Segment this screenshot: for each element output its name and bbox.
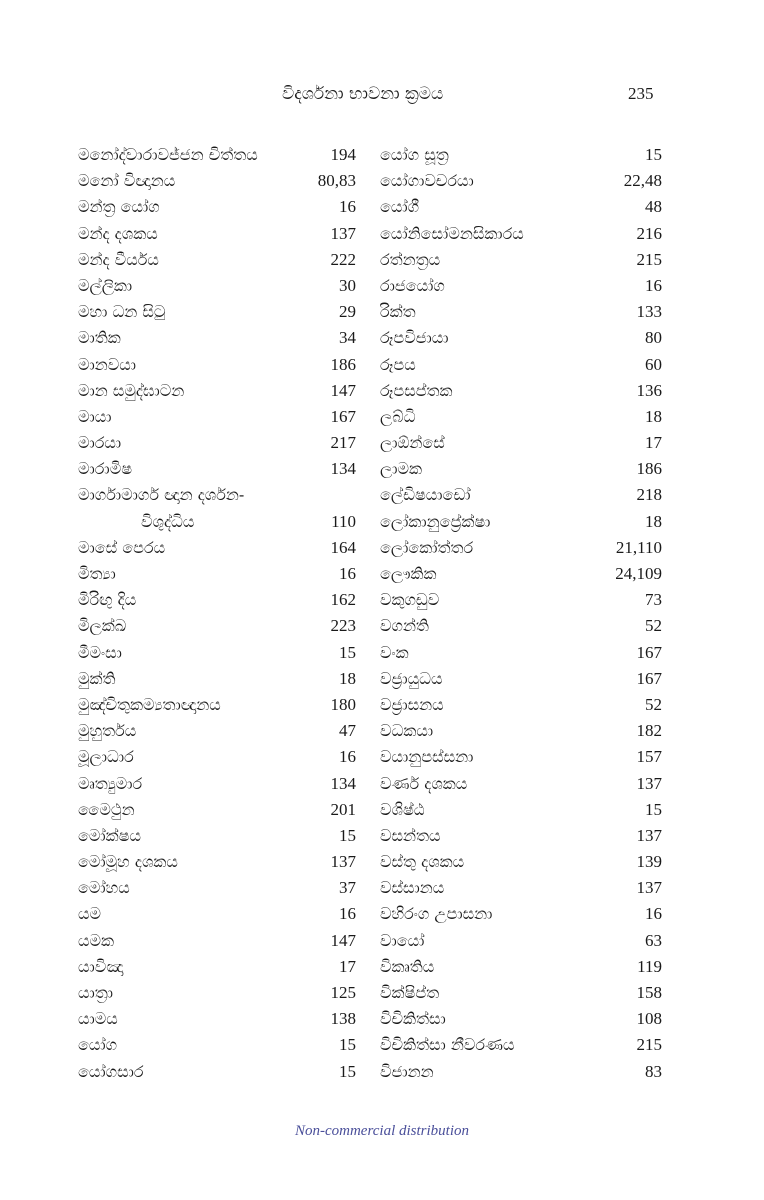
index-entry [78,431,356,457]
index-entry [78,824,356,850]
index-page-ref: 186 [330,354,356,374]
index-page-ref: 138 [330,1009,356,1029]
index-term: විජානන [380,1061,434,1081]
index-page-ref: 223 [330,616,356,636]
index-entry [78,798,356,824]
index-page-ref: 80 [645,328,662,348]
index-entry [380,719,662,745]
index-entry [380,876,662,902]
index-term: වකුගඩුව [380,590,440,610]
index-entry [380,536,662,562]
index-entry [78,588,356,614]
index-entry [78,222,356,248]
index-entry [78,536,356,562]
index-page-ref: 83 [645,1061,662,1081]
index-entry [78,929,356,955]
index-page-ref: 157 [636,747,662,767]
index-term: මන්ද වීර්යය [78,249,159,269]
index-entry [380,929,662,955]
index-entry [380,667,662,693]
index-page-ref: 34 [339,328,356,348]
index-term: මනෝ විඥානය [78,171,176,191]
index-entry [380,326,662,352]
index-entry [380,300,662,326]
index-page-ref: 162 [330,590,356,610]
index-entry [78,981,356,1007]
index-entry [78,641,356,667]
index-page-ref: 180 [330,694,356,714]
index-page-ref: 158 [636,983,662,1002]
index-page-ref: 186 [636,459,662,479]
index-entry [78,510,356,536]
index-term: වයානුපස්සනා [380,747,474,767]
index-term: විශුද්ධිය [141,511,195,531]
index-entry [380,510,662,536]
index-page-ref: 22,48 [623,171,662,191]
index-term: මාරාමිෂ [78,459,133,479]
index-page-ref: 16 [339,564,356,583]
index-term: විචිකිත්සා නීවරණය [380,1035,515,1055]
index-entry [380,772,662,798]
index-page-ref: 16 [339,197,356,217]
index-page-ref: 182 [636,721,662,741]
index-page-ref: 147 [330,930,356,950]
index-entry [78,483,356,509]
index-entry [380,379,662,405]
index-term: මාර්ගාමාර්ග ඥාන දර්ශන- [78,485,245,505]
index-entry [78,745,356,771]
index-term: වර්ණ දශකය [380,773,468,793]
index-page-ref: 133 [636,302,662,322]
index-term: මෝමූහ දශකය [78,852,178,872]
index-entry [78,562,356,588]
index-entry [78,379,356,405]
index-term: මායා [78,406,112,426]
index-page-ref: 17 [645,433,662,453]
index-term: වස්තු දශකය [380,852,465,872]
index-term: මිලක්ඛ [78,616,127,636]
index-term: විචිකිත්සා [380,1009,446,1029]
index-term: මල්ලිකා [78,275,133,295]
index-entry [78,667,356,693]
index-term: රත්නත්‍රය [380,249,441,269]
index-entry [380,1007,662,1033]
index-term: මාතික [78,328,121,348]
index-page-ref: 137 [636,878,662,898]
index-page-ref: 125 [330,983,356,1002]
index-page-ref: 134 [330,459,356,479]
index-term: මාසේ පෙරය [78,537,166,557]
index-entry [380,457,662,483]
index-page-ref: 29 [339,302,356,322]
index-entry [78,195,356,221]
index-term: මාරයා [78,433,122,453]
index-entry [78,902,356,928]
index-term: මෝහය [78,878,130,898]
index-entry [78,772,356,798]
index-page-ref: 15 [339,1061,356,1081]
index-page-ref: 164 [330,537,356,557]
index-page-ref: 18 [645,511,662,531]
index-term: යාමය [78,1009,118,1029]
index-term: වායෝ [380,930,425,950]
index-term: විකෘතිය [380,956,435,976]
index-page-ref: 17 [339,956,356,976]
index-entry [380,902,662,928]
index-term: මෛථුන [78,799,135,819]
index-page-ref: 139 [636,852,662,872]
index-entry [78,614,356,640]
index-entry [78,693,356,719]
index-page-ref: 137 [330,852,356,872]
index-page-ref: 15 [645,145,662,164]
index-entry [78,405,356,431]
index-page-ref: 216 [636,223,662,243]
index-term: මීමංසා [78,642,122,662]
index-page-ref: 47 [339,721,356,741]
index-term: වශිෂ්ඨ [380,799,425,819]
index-page-ref: 108 [636,1009,662,1029]
index-page-ref: 52 [645,616,662,636]
index-page-ref: 48 [645,197,662,217]
index-term: යෝනිසෝමනසිකාරය [380,223,524,243]
index-page-ref: 137 [330,223,356,243]
index-column-right [380,143,662,1086]
index-entry [380,248,662,274]
index-term: මෝක්ෂය [78,825,141,845]
index-entry [380,955,662,981]
index-entry [380,1060,662,1086]
index-page-ref: 110 [331,511,356,531]
index-term: වජ්‍රායුධය [380,668,443,688]
index-entry [78,143,356,169]
index-entry [380,588,662,614]
index-term: යම [78,904,102,924]
index-term: මිරිඟු දිය [78,590,137,610]
index-entry [380,798,662,824]
index-page-ref: 37 [339,878,356,898]
index-term: ලෝකානුප්‍රේක්ෂා [380,511,491,531]
index-term: යාවිඤා [78,956,124,976]
index-entry [380,981,662,1007]
index-term: රූපය [380,354,416,374]
index-entry [78,876,356,902]
index-page-ref: 15 [339,642,356,662]
index-page-ref: 167 [636,642,662,662]
index-entry [380,143,662,169]
index-column-left [78,143,356,1086]
index-term: මූලාධාර [78,747,134,767]
index-entry [78,850,356,876]
index-entry [380,693,662,719]
page-number: 235 [628,84,654,103]
index-term: මිත්‍යා [78,564,116,583]
index-term: ලාඕන්සේ [380,433,445,453]
index-page-ref: 73 [645,590,662,610]
index-page-ref: 137 [636,773,662,793]
index-term: මන්ත්‍ර යෝග [78,197,160,217]
index-page-ref: 24,109 [615,564,662,583]
index-entry [380,195,662,221]
index-page-ref: 18 [645,406,662,426]
index-entry [78,719,356,745]
index-page-ref: 63 [645,930,662,950]
index-term: මන්ද දශකය [78,223,158,243]
index-entry [380,431,662,457]
index-page-ref: 60 [645,354,662,374]
index-page-ref: 217 [330,433,356,453]
index-term: යෝග සූත්‍ර [380,145,449,164]
index-entry [380,1033,662,1059]
index-page-ref: 80,83 [317,171,356,191]
index-term: මුඤ්චිතුකම්‍යතාඥානය [78,694,221,714]
index-page-ref: 119 [637,956,662,976]
index-entry [380,641,662,667]
index-term: මෘත්‍යුමාර [78,773,143,793]
index-page-ref: 167 [636,668,662,688]
index-page-ref: 21,110 [615,537,662,557]
index-page-ref: 15 [339,1035,356,1055]
index-page-ref: 194 [330,145,356,164]
index-entry [78,1007,356,1033]
index-entry [78,300,356,326]
index-entry [380,405,662,431]
index-term: මුහුර්තය [78,721,137,741]
index-term: වජ්‍රාසනය [380,694,444,714]
index-term: වධකයා [380,721,434,741]
index-page-ref: 15 [645,799,662,819]
index-entry [78,248,356,274]
index-entry [380,562,662,588]
index-term: මාන සමුද්ඝාටන [78,380,185,400]
index-entry [380,169,662,195]
index-term: රූපසප්තක [380,380,453,400]
index-page-ref: 136 [636,380,662,400]
index-term: වස්සානය [380,878,445,898]
index-page-ref: 16 [645,275,662,295]
index-term: වසන්තය [380,825,441,845]
index-page-ref: 137 [636,825,662,845]
index-entry [78,326,356,352]
index-page-ref: 218 [636,485,662,505]
index-entry [380,614,662,640]
index-entry [78,955,356,981]
index-term: ලෝකෝත්තර [380,537,474,557]
index-entry [78,169,356,195]
index-page-ref: 52 [645,694,662,714]
page-header [0,84,764,114]
index-term: යාත්‍රා [78,983,114,1002]
index-term: මුක්ති [78,668,116,688]
index-term: වංක [380,642,409,662]
index-page-ref: 147 [330,380,356,400]
index-page-ref: 215 [636,249,662,269]
index-page-ref: 201 [330,799,356,819]
footer-note: Non-commercial distribution [294,1123,470,1139]
index-term: ලාමක [380,459,422,479]
index-entry [380,483,662,509]
index-term: යමක [78,930,115,950]
index-entry [380,745,662,771]
index-term: ලෞකික [380,564,437,583]
index-page-ref: 134 [330,773,356,793]
index-term: වගන්ති [380,616,429,636]
index-term: යෝගාවචරයා [380,171,474,191]
running-title: විදර්ශනා භාවනා ක්‍රමය [282,84,444,104]
index-term: යෝගසාර [78,1061,144,1081]
index-term: ලේඩිෂයාඩෝ [380,485,471,505]
index-entry [380,274,662,300]
index-entry [380,824,662,850]
index-term: රාජයෝග [380,275,445,295]
index-entry [380,222,662,248]
index-page-ref: 215 [636,1035,662,1055]
index-term: මහා ධන සිටු [78,302,166,322]
index-page-ref: 16 [339,904,356,924]
index-page-ref: 222 [330,249,356,269]
index-page-ref: 167 [330,406,356,426]
index-term: මානවයා [78,354,137,374]
index-page-ref: 30 [339,275,356,295]
index-term: යෝගී [380,197,420,217]
index-term: ලබ්ධි [380,406,416,426]
index-term: රූපවිජායා [380,328,449,348]
index-page-ref: 18 [339,668,356,688]
index-entry [78,353,356,379]
index-entry [78,274,356,300]
index-entry [78,1060,356,1086]
index-entry [78,1033,356,1059]
index-entry [380,850,662,876]
index-term: මනෝද්වාරාවජ්ජන චිත්තය [78,145,258,164]
index-page-ref: 16 [645,904,662,924]
index-term: වික්ෂිප්ත [380,983,440,1002]
index-page-ref: 16 [339,747,356,767]
index-page-ref: 15 [339,825,356,845]
index-term: රික්ත [380,302,416,322]
index-term: වහිරංග උපාසනා [380,904,493,924]
index-entry [78,457,356,483]
index-entry [380,353,662,379]
index-term: යෝග [78,1035,118,1055]
